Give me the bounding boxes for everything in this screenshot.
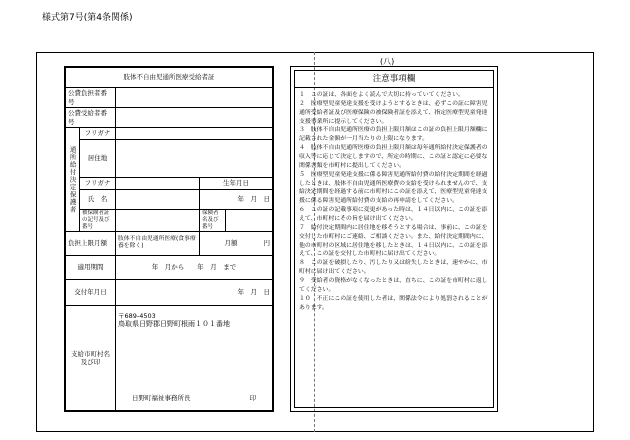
note-item: ４ 肢体不自由児通所医療の負担上限月額は毎年通所給付決定保護者の収入等に応じて決定しますので、所定の時期に、この証と認定に必要な関係書類を市町村に提出してください。 (299, 145, 488, 169)
birth-date-value: 年 月 日 (200, 190, 273, 210)
child-furigana-label: フリガナ (80, 178, 116, 190)
certificate-title: 肢体不自由児通所医療受給者証 (66, 68, 273, 88)
note-item: ２ 医療型児童発達支援を受けようとするときは、必ずこの証に障害児通所受給者証及び医療保険の被保険者証を添えて、指定医療型児童発達支援事業所に提示してください。 (299, 100, 488, 125)
insurance-card-label: 被保険者証の記号及び番号 (80, 210, 116, 232)
furigana-label: フリガナ (80, 128, 116, 140)
period-value: 年 月から 年 月 まで (116, 255, 273, 279)
note-item: ６ この証の記載事項に変更があった時は、１４日以内に、この証を添えて、市町村にその旨を届け出てください。 (299, 207, 488, 223)
certificate-table (65, 67, 273, 411)
furigana-value (116, 128, 273, 140)
payer-number-label: 公費負担者番号 (66, 88, 116, 108)
city-block (116, 305, 273, 410)
mayor-line (118, 394, 270, 402)
monthly-limit-label: 負担上限月額 (66, 231, 116, 255)
notes-list (295, 88, 493, 312)
postal-code: 〒689-4503 (118, 311, 156, 320)
address-value (116, 140, 273, 178)
insurer-label: 保険者名及び番号 (200, 210, 226, 232)
note-item: ８ この証を破損したり、汚したり又は紛失したときは、速やかに、市町村に届け出てください。 (299, 260, 488, 276)
monthly-limit-amount: 月額 円 (200, 231, 273, 255)
note-item: ７ 給付決定期間内に居住地を移そうとする場合は、事前に、この証を交付した市町村にご連絡、ご相談ください。また、給付決定期間内に、他の市町村の区域に居住地を移したときは、１４日以内に、この証を添えて、この証を交付した市町村に届け出てください。 (299, 224, 488, 258)
note-item: ９ 受給者の資格がなくなったときは、直ちに、この証を市町村に返してください。 (299, 278, 488, 293)
note-item: ３ 肢体不自由児通所医療の負担上限月額はこの証の負担上限月額欄に記載された金額が一月当たりの上限になります。 (299, 127, 488, 143)
certificate-front (64, 66, 274, 412)
period-label: 適用期間 (66, 255, 116, 279)
page-marker: (八) (380, 57, 395, 66)
notes-title: 注意事項欄 (295, 71, 493, 88)
insurer-value (226, 210, 273, 232)
note-item: １０ 不正にこの証を使用した者は、関係法令により処罰されることがあります。 (299, 295, 488, 311)
city-address: 鳥取県日野郡日野町根雨１０１番地 (118, 319, 230, 328)
city-label: 支給市町村名及び印 (66, 305, 116, 410)
guardian-label: 通所給付決定保護者 (66, 128, 80, 232)
birth-date-label: 生年月日 (200, 178, 273, 190)
form-number: 様式第7号(第4条関係) (42, 13, 133, 23)
name-value (116, 190, 200, 210)
monthly-limit-desc: 肢体不自由児通所医療(食事療養を除く) (116, 231, 200, 255)
issue-date-label: 交付年月日 (66, 279, 116, 305)
note-item: １ この証は、各面をよく読んで大切に持っていてください。 (299, 92, 464, 98)
notes-frame (294, 70, 494, 408)
note-item: ５ 医療型児童発達支援に係る障害児通所給付費の給付決定期間を経過したときは、肢体不自由児通所医療費の支給を受けられませんので、支給決定期間を経過する前に市町村にこの証を添えて、医療型児童発達支援に係る障害児通所給付費の支給の再申請をしてください。 (299, 171, 488, 205)
certificate-back (290, 66, 498, 412)
insurance-card-value (116, 210, 200, 232)
payer-number-value (116, 88, 273, 108)
name-label: 氏 名 (80, 190, 116, 210)
recipient-number-value (116, 108, 273, 128)
mayor-name: 日野町福祉事務所長 (132, 393, 191, 402)
recipient-number-label: 公費受給者番号 (66, 108, 116, 128)
address-label: 居住地 (80, 140, 116, 178)
issue-date-value: 年 月 日 (116, 279, 273, 305)
seal-mark: 印 (249, 393, 256, 402)
child-furigana-value (116, 178, 200, 190)
